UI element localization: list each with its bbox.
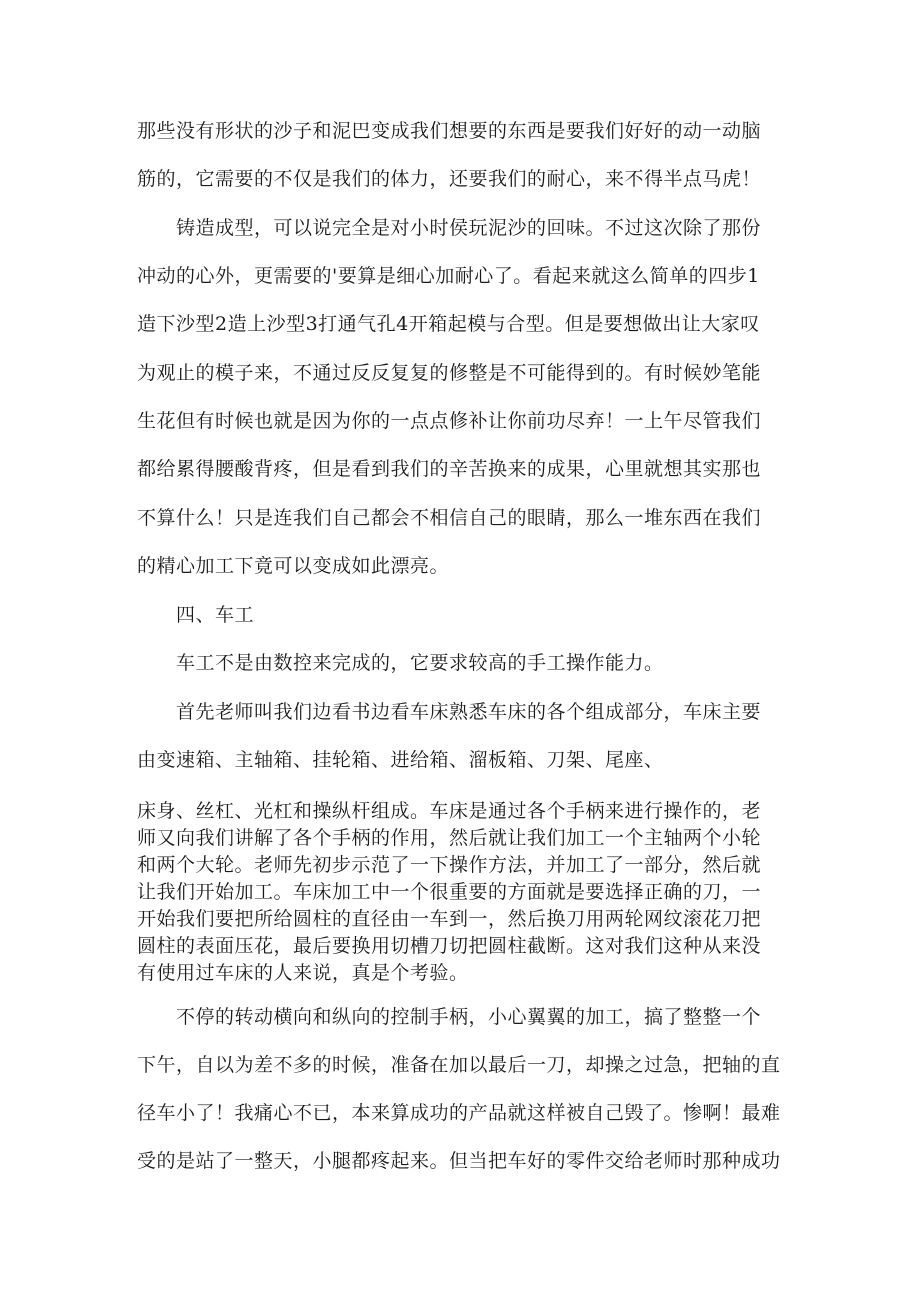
text-line: 床身、丝杠、光杠和操纵杆组成。车床是通过各个手柄来进行操作的，老 xyxy=(137,800,762,822)
text-line: 有使用过车床的人来说，真是个考验。 xyxy=(137,962,469,984)
text-line: 师又向我们讲解了各个手柄的作用，然后就让我们加工一个主轴两个小轮 xyxy=(137,827,762,849)
text-line: 的精心加工下竟可以变成如此漂亮。 xyxy=(137,555,450,577)
text-line: 首先老师叫我们边看书边看车床熟悉车床的各个组成部分，车床主要 xyxy=(176,701,762,723)
text-line: 下午，自以为差不多的时候，准备在加以最后一刀，却操之过急，把轴的直 xyxy=(137,1054,781,1076)
text-line: 都给累得腰酸背疼，但是看到我们的辛苦换来的成果，心里就想其实那也 xyxy=(137,458,762,480)
text-line: 圆柱的表面压花，最后要换用切槽刀切把圆柱截断。这对我们这种从来没 xyxy=(137,935,762,957)
text-line: 车工不是由数控来完成的，它要求较高的手工操作能力。 xyxy=(176,652,664,674)
text-line: 和两个大轮。老师先初步示范了一下操作方法，并加工了一部分，然后就 xyxy=(137,854,762,876)
text-line: 不停的转动横向和纵向的控制手柄，小心翼翼的加工，搞了整整一个 xyxy=(176,1006,762,1028)
text-line: 让我们开始加工。车床加工中一个很重要的方面就是要选择正确的刀，一 xyxy=(137,881,762,903)
text-line: 生花但有时候也就是因为你的一点点修补让你前功尽弃！一上午尽管我们 xyxy=(137,410,762,432)
text-line: 铸造成型，可以说完全是对小时侯玩泥沙的回味。不过这次除了那份 xyxy=(176,217,762,239)
text-line: 为观止的模子来，不通过反反复复的修整是不可能得到的。有时候妙笔能 xyxy=(137,362,762,384)
text-line: 由变速箱、主轴箱、挂轮箱、进给箱、溜板箱、刀架、尾座、 xyxy=(137,749,664,771)
text-line: 冲动的心外，更需要的'要算是细心加耐心了。看起来就这么简单的四步1 xyxy=(137,265,760,287)
text-line: 受的是站了一整天，小腿都疼起来。但当把车好的零件交给老师时那种成功 xyxy=(137,1150,781,1172)
text-line: 筋的，它需要的不仅是我们的体力，还要我们的耐心，来不得半点马虎！ xyxy=(137,168,762,190)
text-line: 径车小了！我痛心不已，本来算成功的产品就这样被自己毁了。惨啊！最难 xyxy=(137,1102,781,1124)
text-line: 开始我们要把所给圆柱的直径由一车到一，然后换刀用两轮网纹滚花刀把 xyxy=(137,908,762,930)
section-heading: 四、车工 xyxy=(176,604,255,626)
text-line: 不算什么！只是连我们自己都会不相信自己的眼睛，那么一堆东西在我们 xyxy=(137,507,762,529)
text-line: 那些没有形状的沙子和泥巴变成我们想要的东西是要我们好好的动一动脑 xyxy=(137,120,762,142)
text-line: 造下沙型2造上沙型3打通气孔4开箱起模与合型。但是要想做出让大家叹 xyxy=(137,313,760,335)
